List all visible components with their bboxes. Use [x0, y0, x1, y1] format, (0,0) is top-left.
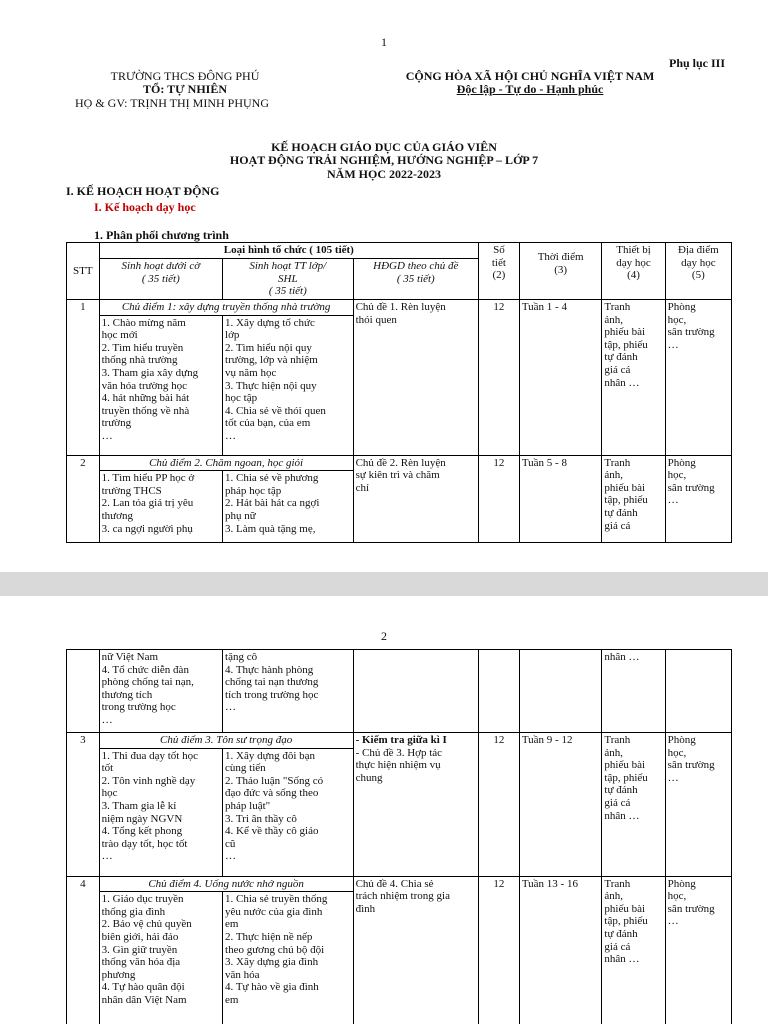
- cell-line: 2. Bảo vệ chủ quyền: [101, 918, 192, 931]
- cell-line: giá cá: [604, 796, 631, 809]
- cell-line: chống tai nạn thương: [225, 676, 319, 689]
- cell-line: phiếu bài: [604, 326, 646, 339]
- cell-line: thống gia đình: [101, 905, 166, 918]
- cell-line: …: [667, 338, 679, 351]
- cell-line: học,: [667, 313, 687, 326]
- cell-thoi-diem: Tuần 13 - 16: [519, 876, 602, 1024]
- cell-line: 2. Hát bài hát ca ngợi: [225, 497, 320, 510]
- theme-label: Chủ điểm 4. Uống nước nhớ nguồn: [99, 876, 353, 892]
- cell-hdgd-chu-de: [353, 876, 478, 1024]
- cell-line: biên giới, hải đảo: [101, 930, 179, 943]
- cell-line: giá cá: [604, 363, 631, 376]
- cell-line: cũ: [225, 837, 236, 850]
- cell-line: sân trường: [667, 326, 715, 339]
- cell-line: cùng tiến: [225, 762, 266, 775]
- cell-line: 4. Tự hào quân đội: [101, 981, 185, 994]
- cell-line: …: [101, 850, 113, 863]
- program-heading: 1. Phân phối chương trình: [94, 228, 229, 242]
- program-table-page-1: [66, 242, 732, 543]
- cell-line: 2. Lan tỏa giá trị yêu: [101, 497, 194, 510]
- cell-thiet-bi: [602, 650, 665, 733]
- row-stt: 1: [67, 300, 100, 456]
- cell-line: 3. Tham gia xây dựng: [101, 366, 199, 379]
- cell-thiet-bi: [602, 876, 665, 1024]
- cell-line: tự đánh: [604, 927, 638, 940]
- cell-sinh-hoat-duoi-co: [99, 748, 222, 876]
- cell-line: 1. Chia sẻ về phương: [225, 472, 319, 485]
- nation-heading: CỘNG HÒA XÃ HỘI CHỦ NGHĨA VIỆT NAM: [405, 69, 655, 83]
- cell-line: nhân dân Việt Nam: [101, 993, 187, 1006]
- cell-line: 4. Chia sẻ về thói quen: [225, 404, 326, 417]
- cell-so-tiet: 12: [479, 876, 520, 1024]
- cell-line: trường, lớp và nhiệm: [225, 354, 318, 367]
- section-heading: I. KẾ HOẠCH HOẠT ĐỘNG: [66, 184, 220, 198]
- cell-line: 4. Tổng kết phong: [101, 825, 183, 838]
- cell-line: theo gương chú bộ đội: [225, 943, 325, 956]
- cell-line: …: [225, 850, 237, 863]
- cell-line: tốt: [101, 762, 114, 775]
- page-number: 2: [381, 629, 387, 643]
- cell-line: 2. Thảo luận "Sống có: [225, 774, 324, 787]
- cell-line: thống văn hóa địa: [101, 956, 181, 969]
- cell-line: Chủ đề 2. Rèn luyện: [355, 456, 446, 469]
- cell-line: trong trường học: [101, 701, 176, 714]
- cell-line: ảnh,: [604, 469, 624, 482]
- program-table-page-2: [66, 649, 732, 1024]
- cell-line: 3. Làm quà tặng mẹ,: [225, 522, 316, 535]
- cell-line: tự đánh: [604, 351, 638, 364]
- cell-thoi-diem: Tuần 1 - 4: [519, 300, 602, 456]
- cell-line: tập, phiếu: [604, 494, 648, 507]
- cell-line: …: [225, 429, 237, 442]
- cell-line: 1. Chia sẻ truyền thống: [225, 893, 328, 906]
- cell-line: học,: [667, 890, 687, 903]
- cell-line: chung: [355, 771, 383, 784]
- cell-line: chỉ: [355, 481, 370, 494]
- cell-line: Phòng: [667, 301, 696, 313]
- theme-label: Chủ điểm 1: xây dựng truyền thống nhà trường: [99, 300, 353, 316]
- cell-line: đình: [355, 902, 376, 915]
- cell-line: nhân …: [604, 953, 640, 966]
- cell-line: 4. Tổ chức diễn đàn: [101, 663, 189, 676]
- doc-title-2: HOẠT ĐỘNG TRẢI NGHIỆM, HƯỚNG NGHIỆP – LỚP 7: [229, 153, 539, 167]
- cell-line: 4. hát những bài hát: [101, 392, 190, 405]
- cell-line: Chủ đề 4. Chia sẻ: [355, 877, 434, 890]
- cell-line: Tranh: [604, 877, 631, 890]
- cell-line: trường THCS: [101, 484, 162, 497]
- row-stt: 2: [67, 455, 100, 543]
- cell-line: vụ năm học: [225, 366, 277, 379]
- cell-line: thương: [101, 509, 133, 522]
- appendix-label: Phụ lục III: [669, 56, 726, 70]
- cell-line: 3. Gìn giữ truyền: [101, 943, 178, 956]
- cell-sinh-hoat-lop: [223, 892, 354, 1024]
- cell-line: phương: [101, 968, 136, 981]
- cell-line: …: [101, 713, 113, 726]
- cell-line: 3. ca ngợi người phụ: [101, 522, 193, 535]
- cell-thoi-diem: [519, 650, 602, 733]
- header-thiet-bi: Thiết bị dạy học (4): [602, 243, 665, 300]
- cell-line: học tập: [225, 392, 258, 405]
- cell-line: thực hiện nhiệm vụ: [355, 759, 441, 772]
- cell-line: 4. Tự hào về gia đình: [225, 981, 319, 994]
- cell-line: tốt của bạn, của em: [225, 417, 311, 430]
- cell-dia-diem: [665, 650, 731, 733]
- cell-line: Chủ đề 1. Rèn luyện: [355, 301, 446, 313]
- cell-line: trách nhiệm trong gia: [355, 890, 450, 903]
- cell-thiet-bi: [602, 455, 665, 543]
- cell-hdgd-chu-de: [353, 650, 478, 733]
- cell-line: sân trường: [667, 759, 715, 772]
- header-hdgd-chu-de: HĐGD theo chủ đề ( 35 tiết): [353, 259, 478, 300]
- cell-sinh-hoat-lop: [223, 471, 354, 543]
- doc-title-1: KẾ HOẠCH GIÁO DỤC CỦA GIÁO VIÊN: [271, 140, 497, 154]
- cell-sinh-hoat-duoi-co: [99, 650, 222, 733]
- cell-line: 3. Thực hiện nội quy: [225, 379, 317, 392]
- cell-sinh-hoat-lop: [223, 650, 354, 733]
- cell-dia-diem: [665, 876, 731, 1024]
- cell-line: nhân …: [604, 651, 640, 663]
- header-dia-diem: Địa điểm dạy học (5): [665, 243, 731, 300]
- cell-line: phòng chống tai nạn,: [101, 676, 194, 689]
- cell-line: sân trường: [667, 481, 715, 494]
- cell-line: niệm ngày NGVN: [101, 812, 183, 825]
- cell-sinh-hoat-duoi-co: [99, 315, 222, 455]
- cell-sinh-hoat-lop: [223, 748, 354, 876]
- cell-line: văn hóa: [225, 968, 260, 981]
- cell-line: pháp luật": [225, 799, 271, 812]
- cell-so-tiet: 12: [479, 455, 520, 543]
- cell-line: thói quen: [355, 313, 397, 326]
- cell-line: giá cá: [604, 519, 631, 532]
- cell-line: Phòng: [667, 456, 696, 469]
- national-motto: Độc lập - Tự do - Hạnh phúc: [456, 82, 604, 96]
- cell-line: thống nhà trường: [101, 354, 178, 367]
- cell-line: Tranh: [604, 456, 631, 469]
- cell-line: ảnh,: [604, 890, 624, 903]
- cell-line: trào dạy tốt, học tốt: [101, 837, 188, 850]
- cell-line: em: [225, 918, 239, 931]
- cell-line: 1. Xây dựng đôi bạn: [225, 749, 316, 762]
- cell-so-tiet: 12: [479, 300, 520, 456]
- cell-line: 1. Giáo dục truyền: [101, 893, 184, 906]
- cell-dia-diem: [665, 300, 731, 456]
- cell-line: lớp: [225, 329, 240, 342]
- school-name: TRƯỜNG THCS ĐÔNG PHÚ: [110, 69, 260, 83]
- cell-line: 1. Chào mừng năm: [101, 316, 186, 329]
- cell-line: 2. Thực hiện nề nếp: [225, 930, 313, 943]
- cell-hdgd-chu-de: [353, 300, 478, 456]
- cell-dia-diem: [665, 733, 731, 877]
- page-number: 1: [381, 35, 387, 49]
- cell-line: ảnh,: [604, 746, 624, 759]
- document-page-2: [0, 596, 768, 1024]
- cell-line: em: [225, 993, 239, 1006]
- cell-line: ảnh,: [604, 313, 624, 326]
- cell-so-tiet: [479, 650, 520, 733]
- cell-sinh-hoat-lop: [223, 315, 354, 455]
- cell-so-tiet: 12: [479, 733, 520, 877]
- header-sinh-hoat-duoi-co: Sinh hoạt dưới cờ ( 35 tiết): [99, 259, 222, 300]
- cell-line: 1. Tìm hiểu PP học ở: [101, 472, 195, 485]
- cell-line: 2. Tìm hiểu nội quy: [225, 341, 312, 354]
- cell-line: pháp học tập: [225, 484, 282, 497]
- cell-line: nữ Việt Nam: [101, 651, 159, 663]
- cell-line: phiếu bài: [604, 759, 646, 772]
- header-stt: STT: [67, 243, 100, 300]
- cell-line: tự đánh: [604, 506, 638, 519]
- cell-line: trường: [101, 417, 132, 430]
- cell-thoi-diem: Tuần 5 - 8: [519, 455, 602, 543]
- cell-thiet-bi: [602, 733, 665, 877]
- cell-line: đạo đức và sống theo: [225, 787, 319, 800]
- cell-line: 3. Tri ân thầy cô: [225, 812, 297, 825]
- row-stt: 4: [67, 876, 100, 1024]
- cell-line: …: [667, 915, 679, 928]
- cell-line: …: [667, 771, 679, 784]
- cell-line: thương tích: [101, 688, 153, 701]
- header-organization-type: Loại hình tổ chức ( 105 tiết): [99, 243, 478, 259]
- cell-line: tập, phiếu: [604, 771, 648, 784]
- cell-line: phiếu bài: [604, 481, 646, 494]
- cell-line: sân trường: [667, 902, 715, 915]
- cell-hdgd-chu-de: [353, 733, 478, 877]
- theme-label: Chủ điểm 2. Chăm ngoan, học giỏi: [99, 455, 353, 471]
- cell-line: - Chủ đề 3. Hợp tác: [355, 746, 443, 759]
- cell-line: 2. Tìm hiểu truyền: [101, 341, 184, 354]
- cell-line: 3. Tham gia lễ kỉ: [101, 799, 177, 812]
- doc-title-3: NĂM HỌC 2022-2023: [327, 167, 441, 181]
- cell-line: nhân …: [604, 809, 640, 822]
- cell-line: Phòng: [667, 734, 696, 746]
- cell-line: học mới: [101, 329, 138, 342]
- cell-line: 4. Thực hành phòng: [225, 663, 314, 676]
- header-sinh-hoat-lop: Sinh hoạt TT lớp/ SHL ( 35 tiết): [223, 259, 354, 300]
- cell-line: tập, phiếu: [604, 915, 648, 928]
- cell-line: Tranh: [604, 734, 631, 746]
- subsection-heading: I. Kế hoạch dạy học: [94, 200, 196, 214]
- cell-line: …: [101, 429, 113, 442]
- cell-line: văn hóa trường học: [101, 379, 188, 392]
- teacher-name: HỌ & GV: TRỊNH THỊ MINH PHỤNG: [75, 96, 269, 110]
- cell-sinh-hoat-duoi-co: [99, 892, 222, 1024]
- midterm-exam-label: - Kiểm tra giữa kì I: [355, 734, 447, 746]
- cell-line: phiếu bài: [604, 902, 646, 915]
- header-so-tiet: Số tiết (2): [479, 243, 520, 300]
- cell-line: tập, phiếu: [604, 338, 648, 351]
- cell-hdgd-chu-de: [353, 455, 478, 543]
- cell-line: phụ nữ: [225, 509, 256, 522]
- header-thoi-diem: Thời điểm (3): [519, 243, 602, 300]
- cell-line: yêu nước của gia đình: [225, 905, 323, 918]
- theme-label: Chủ điểm 3. Tôn sư trọng đạo: [99, 733, 353, 749]
- cell-line: 3. Xây dựng gia đình: [225, 956, 319, 969]
- cell-line: học,: [667, 469, 687, 482]
- cell-line: 1. Thi đua dạy tốt học: [101, 749, 198, 762]
- cell-line: tặng cô: [225, 651, 258, 663]
- department-name: TỔ: TỰ NHIÊN: [142, 82, 227, 96]
- cell-line: học: [101, 787, 118, 800]
- cell-line: truyền thống về nhà: [101, 404, 190, 417]
- cell-line: Phòng: [667, 877, 696, 890]
- cell-thoi-diem: Tuần 9 - 12: [519, 733, 602, 877]
- cell-dia-diem: [665, 455, 731, 543]
- cell-line: Tranh: [604, 301, 631, 313]
- cell-line: …: [225, 701, 237, 714]
- cell-line: …: [667, 494, 679, 507]
- cell-line: 4. Kể về thầy cô giáo: [225, 825, 319, 838]
- cell-line: sự kiên trì và chăm: [355, 469, 440, 482]
- cell-thiet-bi: [602, 300, 665, 456]
- cell-line: 2. Tôn vinh nghề dạy: [101, 774, 196, 787]
- cell-line: học,: [667, 746, 687, 759]
- cell-line: 1. Xây dựng tổ chức: [225, 316, 315, 329]
- row-stt-continued: [67, 650, 100, 733]
- cell-line: nhân …: [604, 376, 640, 389]
- row-stt: 3: [67, 733, 100, 877]
- cell-line: giá cá: [604, 940, 631, 953]
- cell-line: tích trong trường học: [225, 688, 319, 701]
- cell-sinh-hoat-duoi-co: [99, 471, 222, 543]
- cell-line: tự đánh: [604, 784, 638, 797]
